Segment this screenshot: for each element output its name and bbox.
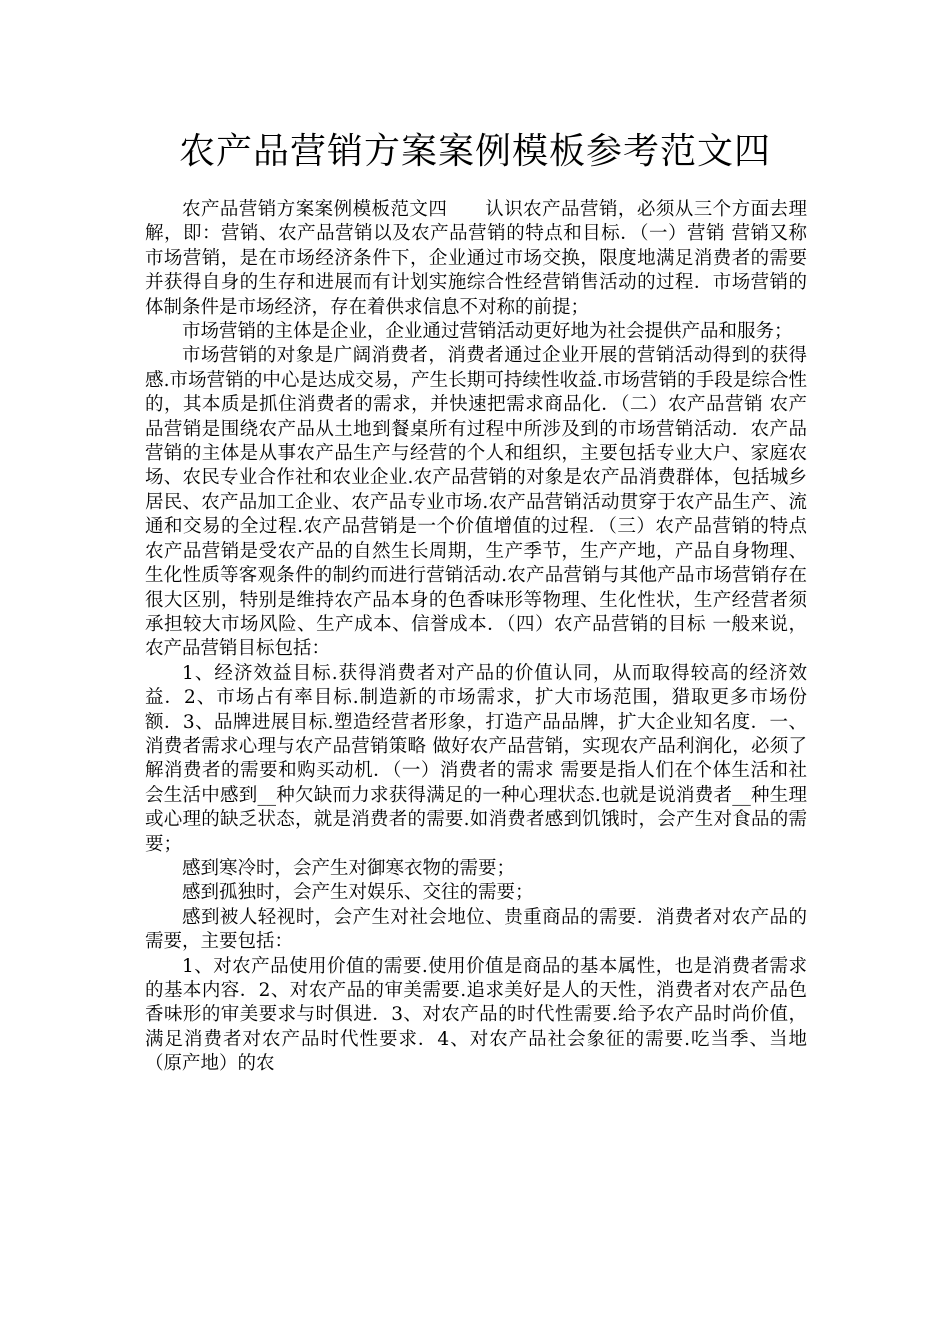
- paragraph-2: 市场营销的主体是企业，企业通过营销活动更好地为社会提供产品和服务；: [182, 321, 793, 343]
- paragraph-8: 1、对农产品使用价值的需要.使用价值是商品的基本属性，也是消费者需求的基本内容．2、对农产品的审美需要.追求美好是人的天性，消费者对农产品色香味形的审美要求与时俱进．3、对农产品的时代性需要.给予农产品时尚价值，满足消费者对农产品时代性要求．4、对农产品社会象征的需要.吃当季、当地（原产地）的农: [145, 955, 807, 1075]
- document-body: [145, 198, 807, 1077]
- paragraph-1: 农产品营销方案案例模板范文四 认识农产品营销，必须从三个方面去理解，即：营销、农产品营销以及农产品营销的特点和目标．（一）营销 营销又称市场营销，是在市场经济条件下，企业通过市场交换，限度地满足消费者的需要并获得自身的生存和进展而有计划实施综合性经营销售活动的过程．市场营销的体制条件是市场经济，存在着供求信息不对称的前提；: [145, 199, 807, 318]
- paragraph-5: 感到寒冷时，会产生对御寒衣物的需要；: [182, 857, 516, 879]
- paragraph-6: 感到孤独时，会产生对娱乐、交往的需要；: [182, 882, 534, 904]
- paragraph-3: 市场营销的对象是广阔消费者，消费者通过企业开展的营销活动得到的获得感.市场营销的中心是达成交易，产生长期可持续性收益.市场营销的手段是综合性的，其本质是抓住消费者的需求，并快速把需求商品化．（二）农产品营销 农产品营销是围绕农产品从土地到餐桌所有过程中所涉及到的市场营销活动．农产品营销的主体是从事农产品生产与经营的个人和组织，主要包括专业大户、家庭农场、农民专业合作社和农业企业.农产品营销的对象是农产品消费群体，包括城乡居民、农产品加工企业、农产品专业市场.农产品营销活动贯穿于农产品生产、流通和交易的全过程.农产品营销是一个价值增值的过程．（三）农产品营销的特点 农产品营销是受农产品的自然生长周期，生产季节，生产产地，产品自身物理、生化性质等客观条件的制约而进行营销活动.农产品营销与其他产品市场营销存在很大区别，特别是维持农产品本身的色香味形等物理、生化性状，生产经营者须承担较大市场风险、生产成本、信誉成本．（四）农产品营销的目标 一般来说，农产品营销目标包括：: [145, 345, 807, 660]
- document-title: 农产品营销方案案例模板参考范文四: [178, 131, 771, 172]
- paragraph-4: 1、经济效益目标.获得消费者对产品的价值认同，从而取得较高的经济效益．2、市场占有率目标.制造新的市场需求，扩大市场范围，猎取更多市场份额．3、品牌进展目标.塑造经营者形象，打造产品品牌，扩大企业知名度．一、消费者需求心理与农产品营销策略 做好农产品营销，实现农产品利润化，必须了解消费者的需要和购买动机．（一）消费者的需求 需要是指人们在个体生活和社会生活中感到__种欠缺而力求获得满足的一种心理状态.也就是说消费者__种生理或心理的缺乏状态，就是消费者的需要.如消费者感到饥饿时，会产生对食品的需要；: [145, 662, 807, 855]
- paragraph-7: 感到被人轻视时，会产生对社会地位、贵重商品的需要．消费者对农产品的需要，主要包括：: [145, 906, 807, 953]
